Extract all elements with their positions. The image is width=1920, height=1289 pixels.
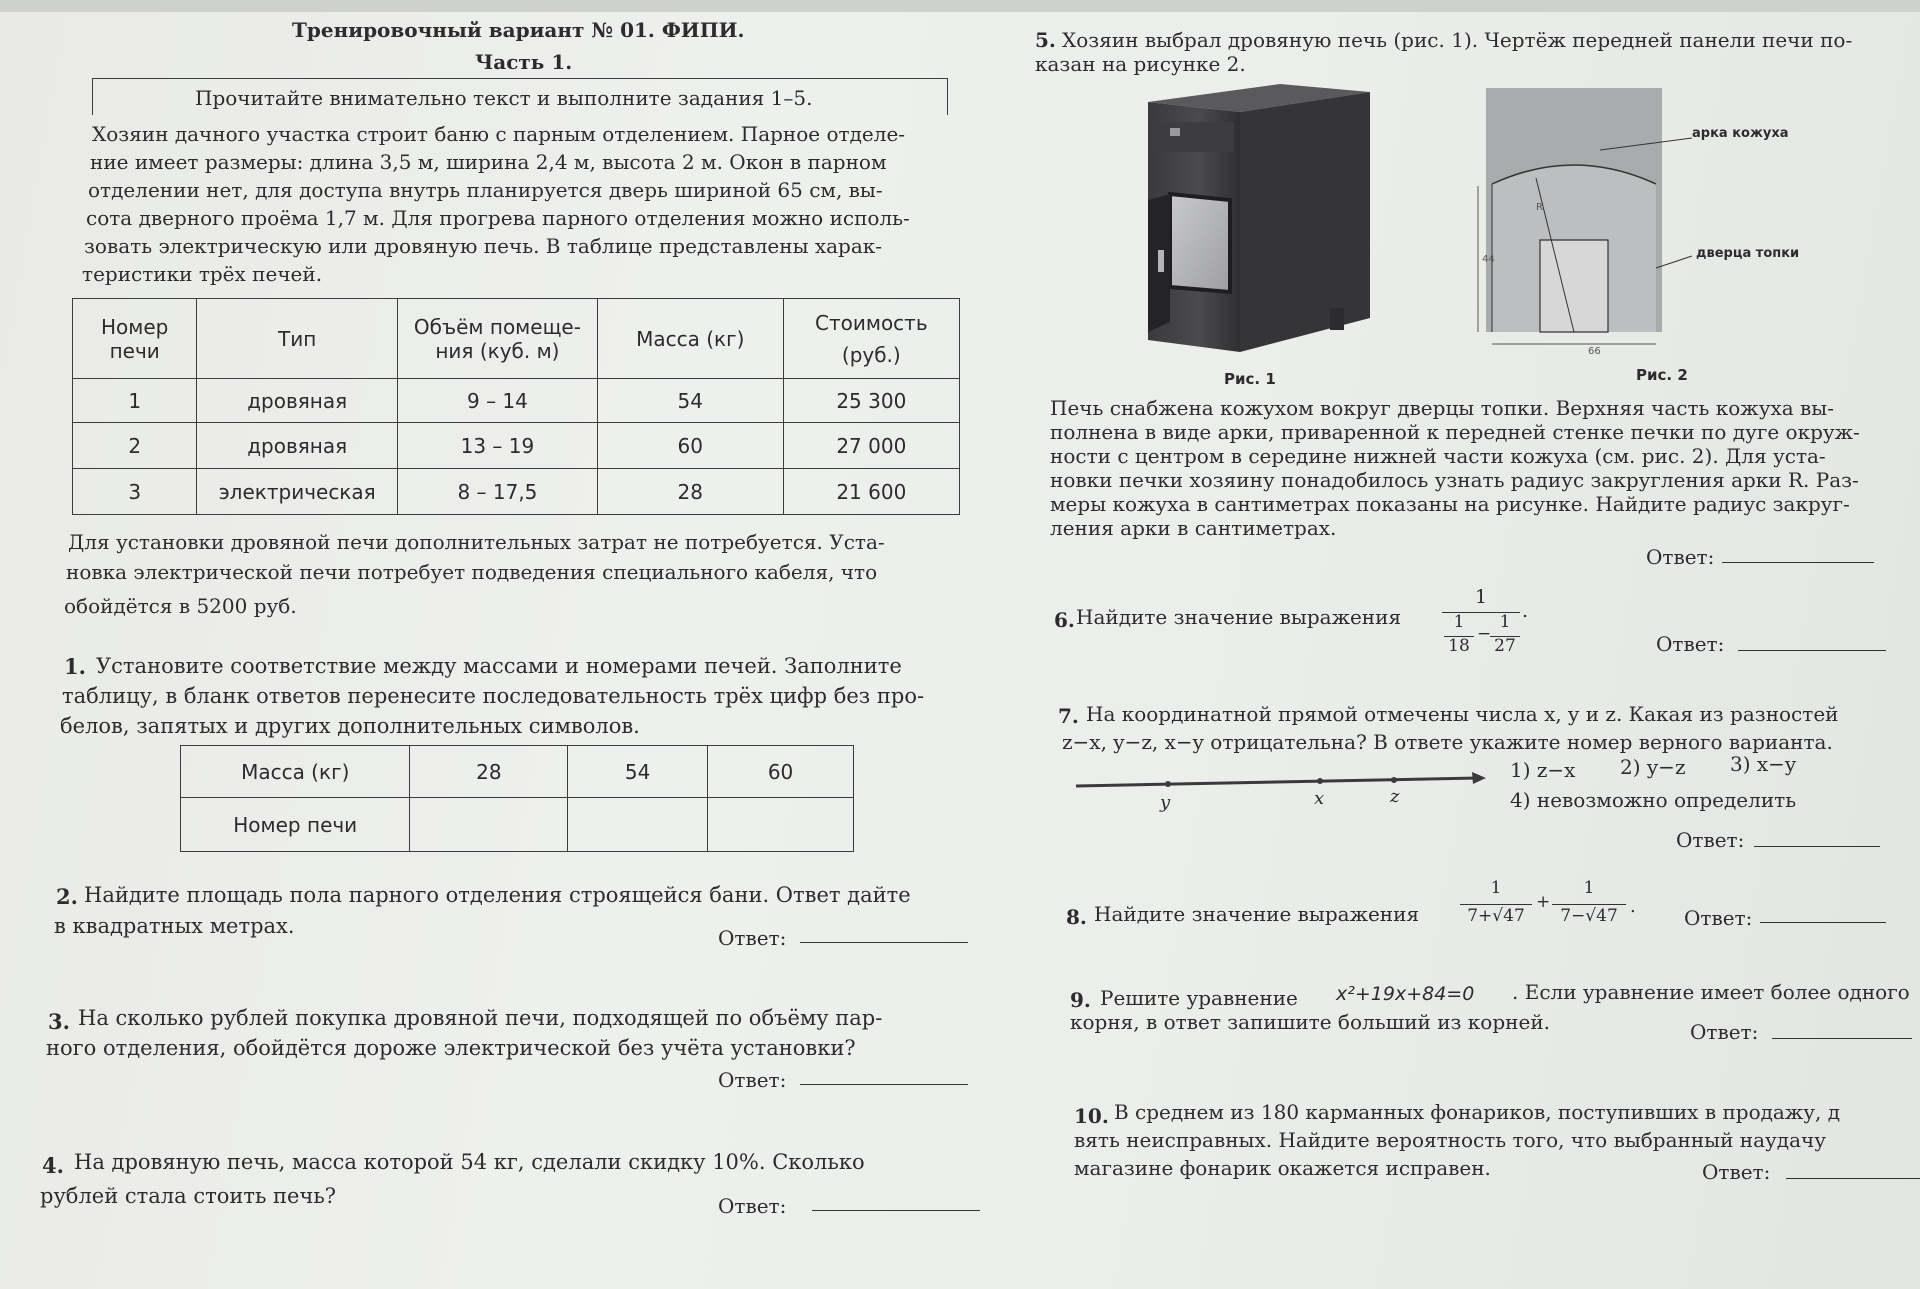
question-text: рублей стала стоить печь? bbox=[40, 1184, 337, 1208]
fraction-numerator: 1 bbox=[1474, 586, 1488, 608]
question-text: z−x, y−z, x−y отрицательна? В ответе укажите номер верного варианта. bbox=[1062, 730, 1833, 754]
figure-1-caption: Рис. 1 bbox=[1224, 370, 1276, 388]
question-text: На координатной прямой отмечены числа x, y и z. Какая из разностей bbox=[1086, 702, 1839, 726]
table-header-row bbox=[73, 299, 960, 379]
question-text: белов, запятых и других дополнительных символов. bbox=[60, 714, 640, 738]
header-cell: Масса (кг) bbox=[597, 299, 783, 379]
answer-label: Ответ: bbox=[718, 1194, 787, 1218]
question-text: новки печки хозяину понадобилось узнать радиус закругления арки R. Раз- bbox=[1050, 468, 1859, 492]
leader-lines bbox=[1560, 130, 1710, 270]
question-text: магазине фонарик окажется исправен. bbox=[1074, 1156, 1491, 1180]
question-text: ности с центром в середине нижней части кожуха (см. рис. 2). Для уста- bbox=[1050, 444, 1826, 468]
question-text: полнена в виде арки, приваренной к передней стенке печки по дуге окруж- bbox=[1050, 420, 1860, 444]
part-title: Часть 1. bbox=[475, 50, 573, 74]
question-text: Решите уравнение bbox=[1100, 986, 1298, 1010]
answer-cell[interactable] bbox=[410, 798, 568, 852]
table-cell: дровяная bbox=[197, 379, 398, 423]
header-cell: Объём помеще- ния (куб. м) bbox=[397, 299, 597, 379]
point-label-y: y bbox=[1160, 792, 1171, 813]
text-line: Для установки дровяной печи дополнительных затрат не потребуется. Уста- bbox=[68, 530, 885, 554]
fraction-denominator: 7−√47 bbox=[1560, 906, 1618, 926]
intro-line: сота дверного проёма 1,7 м. Для прогрева парного отделения можно исполь- bbox=[86, 206, 910, 230]
table-cell: 54 bbox=[597, 379, 783, 423]
question-text: Установите соответствие между массами и номерами печей. Заполните bbox=[96, 654, 902, 678]
fraction-denominator: 18 bbox=[1448, 636, 1470, 656]
question-number: 2. bbox=[56, 884, 78, 909]
question-text: ления арки в сантиметрах. bbox=[1050, 516, 1337, 540]
answer-label: Ответ: bbox=[1690, 1020, 1759, 1044]
table-row bbox=[73, 469, 960, 515]
table-cell: электрическая bbox=[197, 469, 398, 515]
question-text: Найдите площадь пола парного отделения строящейся бани. Ответ дайте bbox=[84, 883, 911, 907]
question-number: 4. bbox=[42, 1153, 64, 1178]
table-cell: 28 bbox=[410, 746, 568, 798]
table-cell: 13 – 19 bbox=[397, 423, 597, 469]
fraction-numerator: 1 bbox=[1583, 878, 1595, 898]
header-cell: Номер печи bbox=[73, 299, 197, 379]
question-number: 9. bbox=[1070, 988, 1091, 1012]
intro-line: зовать электрическую или дровяную печь. В таблице представлены харак- bbox=[84, 234, 883, 258]
answer-cell[interactable] bbox=[708, 798, 854, 852]
answer-cell[interactable] bbox=[568, 798, 708, 852]
question-text: таблицу, в бланк ответов перенесите последовательность трёх цифр без про- bbox=[62, 684, 925, 708]
answer-option[interactable]: 4) невозможно определить bbox=[1510, 788, 1797, 812]
table-row bbox=[181, 746, 854, 798]
stove-table bbox=[72, 298, 960, 515]
table-cell: Номер печи bbox=[181, 798, 410, 852]
drawing-height-label: 44 bbox=[1482, 254, 1495, 265]
question-text: В среднем из 180 карманных фонариков, поступивших в продажу, д bbox=[1114, 1100, 1841, 1124]
answer-label: Ответ: bbox=[1684, 906, 1753, 930]
intro-line: Хозяин дачного участка строит баню с парным отделением. Парное отделе- bbox=[92, 122, 906, 146]
question-number: 7. bbox=[1058, 704, 1079, 728]
mass-match-table bbox=[180, 745, 854, 852]
drawing-arch-label: арка кожуха bbox=[1692, 126, 1789, 141]
answer-option[interactable]: 3) x−y bbox=[1730, 752, 1797, 776]
text-line: новка электрической печи потребует подведения специального кабеля, что bbox=[66, 560, 878, 584]
drawing-width-label: 66 bbox=[1588, 346, 1601, 357]
variant-title: Тренировочный вариант № 01. ФИПИ. bbox=[292, 18, 745, 42]
table-cell: 28 bbox=[597, 469, 783, 515]
instruction-text: Прочитайте внимательно текст и выполните задания 1–5. bbox=[195, 86, 813, 110]
fraction-numerator: 1 bbox=[1490, 878, 1502, 898]
point-label-x: x bbox=[1314, 788, 1325, 809]
question-text: . Если уравнение имеет более одного bbox=[1512, 980, 1910, 1004]
plus-sign: + bbox=[1536, 892, 1551, 912]
intro-line: теристики трёх печей. bbox=[82, 262, 323, 286]
minus-sign: − bbox=[1477, 624, 1492, 644]
answer-label: Ответ: bbox=[1702, 1160, 1771, 1184]
intro-line: ние имеет размеры: длина 3,5 м, ширина 2,4 м, высота 2 м. Окон в парном bbox=[90, 150, 887, 174]
answer-label: Ответ: bbox=[718, 926, 787, 950]
point-label-z: z bbox=[1390, 786, 1400, 807]
answer-label: Ответ: bbox=[1676, 828, 1745, 852]
table-cell: 54 bbox=[568, 746, 708, 798]
table-cell: 2 bbox=[73, 423, 197, 469]
fraction-numerator: 1 bbox=[1499, 612, 1511, 632]
answer-line[interactable] bbox=[1760, 922, 1886, 923]
answer-line[interactable] bbox=[1786, 1178, 1920, 1179]
fraction-denominator: 27 bbox=[1494, 636, 1516, 656]
answer-label: Ответ: bbox=[1656, 632, 1725, 656]
question-text: На дровяную печь, масса которой 54 кг, сделали скидку 10%. Сколько bbox=[74, 1150, 865, 1174]
table-cell: 21 600 bbox=[783, 469, 959, 515]
question-text: корня, в ответ запишите больший из корней. bbox=[1070, 1010, 1550, 1034]
answer-line[interactable] bbox=[1722, 562, 1874, 563]
question-number: 1. bbox=[64, 654, 86, 679]
question-text: в квадратных метрах. bbox=[54, 914, 295, 938]
answer-line[interactable] bbox=[800, 1084, 968, 1085]
question-text: казан на рисунке 2. bbox=[1035, 52, 1246, 76]
answer-line[interactable] bbox=[1738, 650, 1886, 651]
stove-figure bbox=[1130, 82, 1390, 352]
question-number: 8. bbox=[1066, 905, 1087, 929]
drawing-radius-label: R bbox=[1536, 202, 1543, 213]
question-text: Найдите значение выражения bbox=[1076, 605, 1402, 629]
question-text: На сколько рублей покупка дровяной печи, подходящей по объёму пар- bbox=[78, 1006, 883, 1030]
answer-option[interactable]: 1) z−x bbox=[1510, 758, 1576, 782]
table-cell: 1 bbox=[73, 379, 197, 423]
question-number: 3. bbox=[48, 1009, 70, 1034]
table-cell: 25 300 bbox=[783, 379, 959, 423]
header-cell: Тип bbox=[197, 299, 398, 379]
table-cell: 60 bbox=[708, 746, 854, 798]
question-text: ного отделения, обойдётся дороже электрической без учёта установки? bbox=[46, 1036, 856, 1060]
number-line bbox=[1070, 766, 1490, 826]
period: . bbox=[1522, 600, 1529, 622]
text-line: обойдётся в 5200 руб. bbox=[64, 594, 297, 618]
answer-label: Ответ: bbox=[718, 1068, 787, 1092]
question-number: 10. bbox=[1074, 1104, 1109, 1128]
fraction-denominator: 7+√47 bbox=[1467, 906, 1525, 926]
table-cell: Масса (кг) bbox=[181, 746, 410, 798]
answer-line[interactable] bbox=[812, 1210, 980, 1211]
table-cell: 3 bbox=[73, 469, 197, 515]
table-row bbox=[73, 423, 960, 469]
table-row bbox=[181, 798, 854, 852]
equation: x²+19x+84=0 bbox=[1336, 983, 1475, 1005]
header-cell: Стоимость (руб.) bbox=[783, 299, 959, 379]
table-cell: 27 000 bbox=[783, 423, 959, 469]
question-number: 5. bbox=[1035, 28, 1056, 52]
fraction-bar bbox=[1552, 904, 1626, 905]
table-cell: 60 bbox=[597, 423, 783, 469]
question-text: вять неисправных. Найдите вероятность того, что выбранный наудачу bbox=[1074, 1128, 1827, 1152]
table-cell: 8 – 17,5 bbox=[397, 469, 597, 515]
answer-line[interactable] bbox=[1754, 846, 1880, 847]
figure-2-caption: Рис. 2 bbox=[1636, 366, 1688, 384]
answer-line[interactable] bbox=[1772, 1038, 1912, 1039]
fraction-numerator: 1 bbox=[1453, 612, 1465, 632]
period: . bbox=[1630, 896, 1636, 917]
table-row bbox=[73, 379, 960, 423]
top-edge bbox=[0, 0, 1920, 12]
intro-line: отделении нет, для доступа внутрь планируется дверь шириной 65 см, вы- bbox=[88, 178, 883, 202]
question-text: Найдите значение выражения bbox=[1094, 902, 1420, 926]
table-cell: 9 – 14 bbox=[397, 379, 597, 423]
question-number: 6. bbox=[1054, 608, 1075, 632]
question-text: Печь снабжена кожухом вокруг дверцы топки. Верхняя часть кожуха вы- bbox=[1050, 396, 1834, 420]
answer-label: Ответ: bbox=[1646, 545, 1715, 569]
drawing-door-label: дверца топки bbox=[1696, 246, 1800, 261]
question-text: Хозяин выбрал дровяную печь (рис. 1). Чертёж передней панели печи по- bbox=[1062, 28, 1853, 52]
answer-line[interactable] bbox=[800, 942, 968, 943]
question-text: меры кожуха в сантиметрах показаны на рисунке. Найдите радиус закруг- bbox=[1050, 492, 1850, 516]
fraction-bar bbox=[1460, 904, 1532, 905]
table-cell: дровяная bbox=[197, 423, 398, 469]
answer-option[interactable]: 2) y−z bbox=[1620, 755, 1686, 779]
